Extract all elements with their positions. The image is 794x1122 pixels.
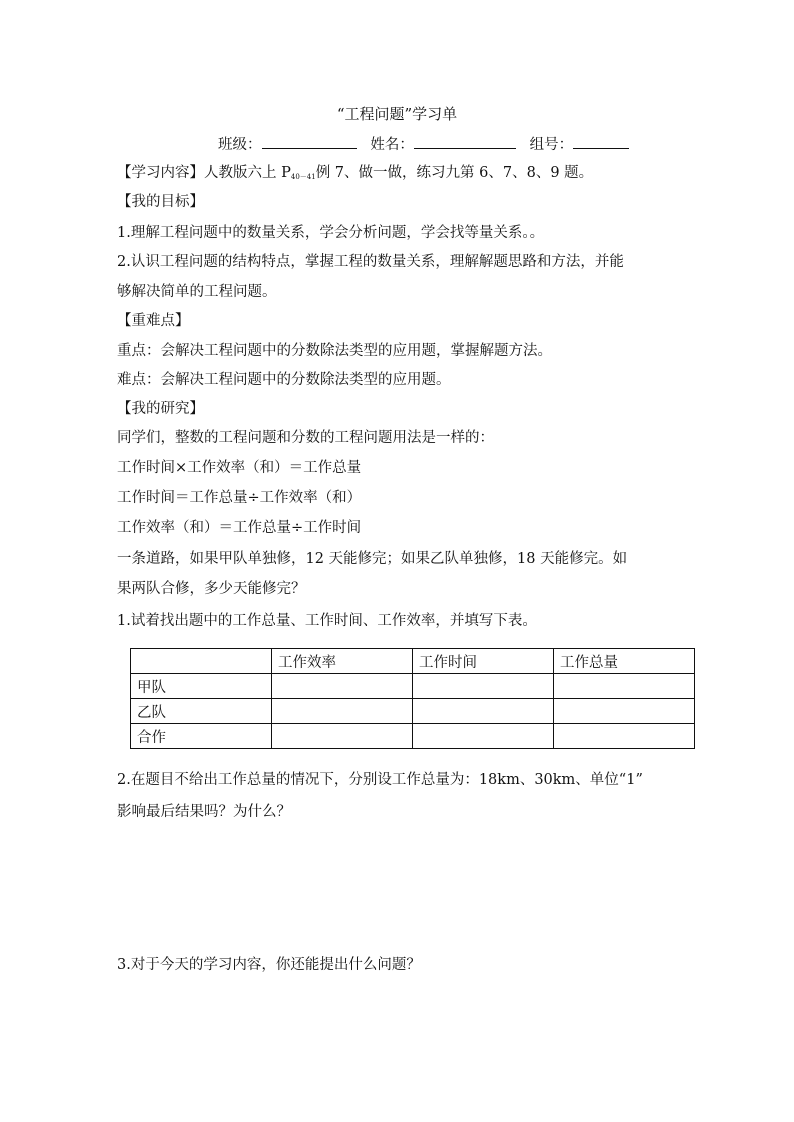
group-blank[interactable] — [573, 133, 629, 149]
goal-item-1: 1.理解工程问题中的数量关系，学会分析问题，学会找等量关系。。 — [117, 225, 545, 241]
work-table — [130, 648, 695, 749]
learning-content-line — [117, 163, 593, 187]
table-row — [131, 724, 695, 749]
name-label: 姓名： — [370, 137, 414, 153]
goals-heading: 【我的目标】 — [117, 194, 204, 210]
table-cell[interactable] — [554, 724, 695, 749]
row-label: 甲队 — [131, 674, 272, 699]
table-row — [131, 699, 695, 724]
row-label: 合作 — [131, 724, 272, 749]
table-header-cell: 工作时间 — [413, 649, 554, 674]
table-cell[interactable] — [413, 699, 554, 724]
table-cell[interactable] — [272, 724, 413, 749]
table-cell[interactable] — [413, 724, 554, 749]
table-cell[interactable] — [554, 674, 695, 699]
table-header-row — [131, 649, 695, 674]
name-blank[interactable] — [414, 133, 516, 149]
formula-3: 工作效率（和）＝工作总量÷工作时间 — [117, 520, 362, 536]
page-title: “工程问题”学习单 — [336, 105, 458, 123]
problem-line-2: 果两队合修，多少天能修完？ — [117, 581, 306, 597]
group-label: 组号： — [529, 137, 574, 153]
formula-1: 工作时间×工作效率（和）＝工作总量 — [117, 460, 362, 476]
question-2-line-2: 影响最后结果吗？为什么？ — [117, 804, 291, 820]
key-point-focus: 重点：会解决工程问题中的分数除法类型的应用题，掌握解题方法。 — [117, 343, 552, 359]
learning-content-label: 【学习内容】 — [117, 165, 204, 181]
table-cell[interactable] — [413, 674, 554, 699]
table-cell[interactable] — [272, 699, 413, 724]
row-label: 乙队 — [131, 699, 272, 724]
learning-content-text-after: 例 7、做一做，练习九第 6、7、8、9 题。 — [315, 165, 594, 181]
student-info-row — [218, 133, 629, 155]
question-1: 1.试着找出题中的工作总量、工作时间、工作效率，并填写下表。 — [117, 613, 537, 629]
table-header-cell: 工作效率 — [272, 649, 413, 674]
learning-content-text-before: 人教版六上 P — [204, 165, 291, 181]
table-cell[interactable] — [554, 699, 695, 724]
question-2-line-1: 2.在题目不给出工作总量的情况下，分别设工作总量为：18km、30km、单位“1” — [117, 772, 643, 788]
goal-item-2-line-1: 2.认识工程问题的结构特点，掌握工程的数量关系，理解解题思路和方法，并能 — [117, 254, 624, 270]
learning-content-pages: 40－41 — [290, 173, 316, 181]
table-header-cell: 工作总量 — [554, 649, 695, 674]
formula-2: 工作时间＝工作总量÷工作效率（和） — [117, 490, 362, 506]
class-blank[interactable] — [262, 133, 357, 149]
class-label: 班级： — [218, 137, 262, 153]
goal-item-2-line-2: 够解决简单的工程问题。 — [117, 284, 277, 300]
table-cell[interactable] — [272, 674, 413, 699]
research-heading: 【我的研究】 — [117, 401, 204, 417]
key-points-heading: 【重难点】 — [117, 313, 190, 329]
table-header-cell — [131, 649, 272, 674]
question-3: 3.对于今天的学习内容，你还能提出什么问题？ — [117, 957, 421, 973]
table-row — [131, 674, 695, 699]
problem-line-1: 一条道路，如果甲队单独修，12 天能修完；如果乙队单独修，18 天能修完。如 — [117, 551, 628, 567]
research-intro: 同学们，整数的工程问题和分数的工程问题用法是一样的： — [117, 430, 494, 446]
key-point-difficulty: 难点：会解决工程问题中的分数除法类型的应用题。 — [117, 372, 451, 388]
